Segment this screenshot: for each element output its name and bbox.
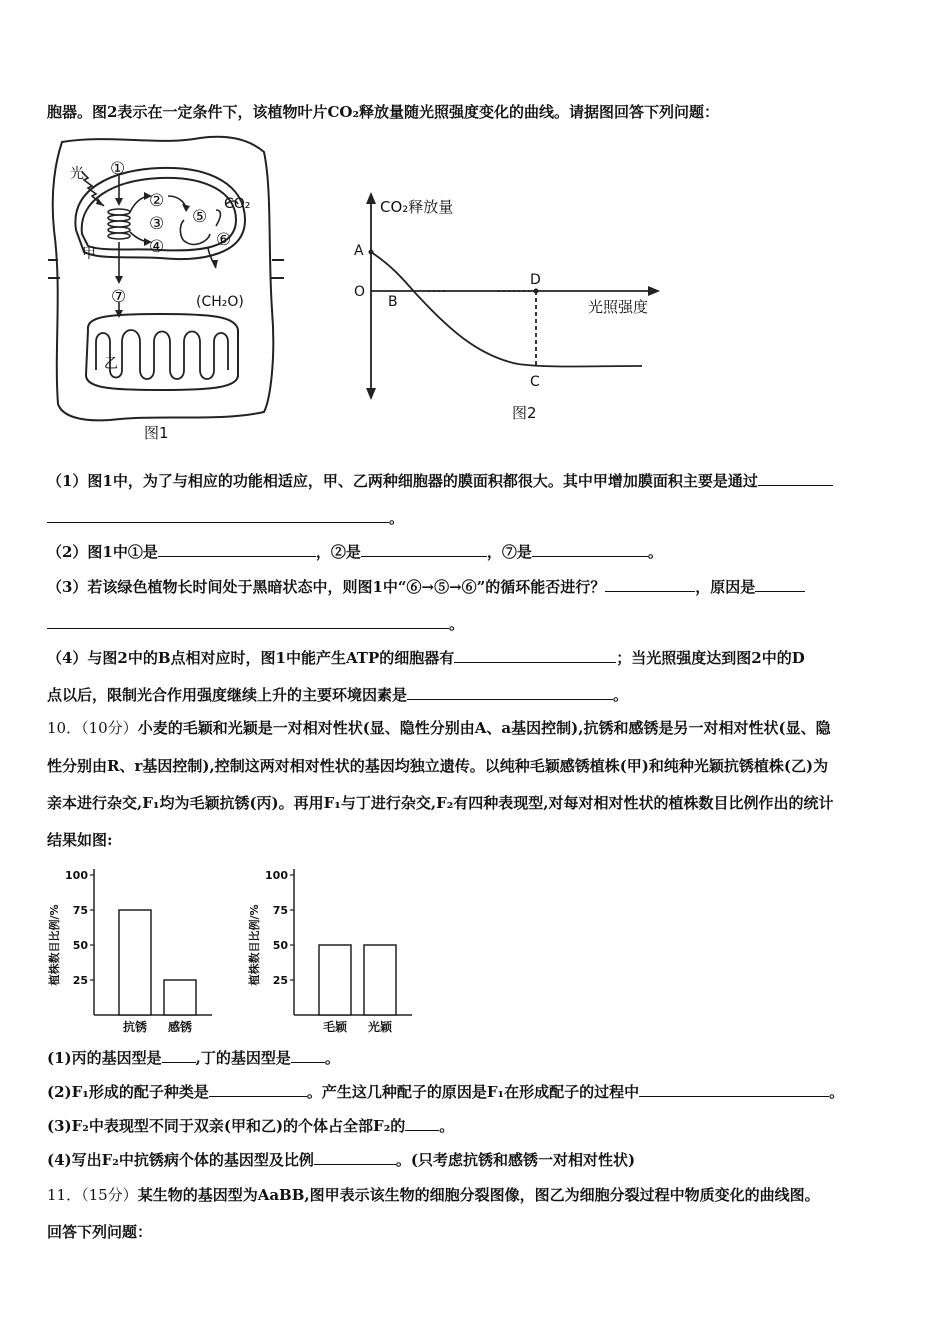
q9-part4-end: 。 <box>613 686 629 704</box>
q10-part4-text-a: (4)写出F₂中抗锈病个体的基因型及比例 <box>47 1151 314 1169</box>
chart2-tick-label: 25 <box>272 974 288 987</box>
q9-part3-end: 。 <box>449 615 465 633</box>
q10-line2: 性分别由R、r基因控制),控制这两对相对性状的基因均独立遗传。以纯种毛颖感锈植株(甲)和纯种光颖抗锈植株(乙)为 <box>47 757 829 775</box>
q9-part1-line1 <box>47 471 833 491</box>
q9-part2 <box>47 542 663 562</box>
chart2-bar-1 <box>319 945 351 1015</box>
chart1-category-label: 感锈 <box>167 1020 193 1034</box>
fig1-ch2o-label: (CH₂O) <box>196 294 244 310</box>
chart2-tick-label: 100 <box>265 869 288 882</box>
fig2-point-c: C <box>530 374 540 390</box>
chart1-tick-label: 25 <box>72 974 88 987</box>
chart2-bar-2 <box>364 945 396 1015</box>
q10-line1 <box>47 718 831 738</box>
chart1-bar-2 <box>164 980 196 1015</box>
q9-part2-blank-7[interactable] <box>532 542 648 557</box>
bar-chart-rust-resistance <box>44 860 224 1040</box>
q9-part4-line1 <box>47 648 805 668</box>
fig1-num-7: ⑦ <box>111 287 127 307</box>
q9-part4-text-a: （4）与图2中的B点相对应时，图1中能产生ATP的细胞器有 <box>47 649 455 667</box>
fig1-num-3: ③ <box>149 214 165 234</box>
chart1-tick-label: 75 <box>72 904 88 917</box>
q9-part2-end: 。 <box>647 543 663 561</box>
q10-part4-text-b: 。(只考虑抗锈和感锈一对相对性状) <box>395 1151 636 1169</box>
q9-part3-text-b: ，原因是 <box>695 578 756 596</box>
fig1-light-label: 光 <box>70 166 84 182</box>
fig1-num-6: ⑥ <box>216 230 232 250</box>
q10-part2 <box>47 1082 844 1102</box>
q10-part3-blank[interactable] <box>405 1116 439 1131</box>
grana-stack <box>108 209 130 239</box>
q10-part3-text: (3)F₂中表现型不同于双亲(甲和乙)的个体占全部F₂的 <box>47 1117 406 1135</box>
chart1-bar-1 <box>119 910 151 1015</box>
fig1-num-4: ④ <box>149 237 165 257</box>
mitochondrion-outline <box>86 314 238 390</box>
q10-part4 <box>47 1150 635 1170</box>
q10-number: 10．（10分） <box>47 719 138 737</box>
fig1-caption: 图1 <box>144 424 169 442</box>
q9-part1-line2 <box>47 508 404 528</box>
fig2-point-o: O <box>354 284 366 300</box>
q10-part3-end: 。 <box>439 1117 455 1135</box>
q9-part3-line2 <box>47 614 464 634</box>
q10-text-1: 小麦的毛颖和光颖是一对相对性状(显、隐性分别由A、a基因控制),抗锈和感锈是另一对相对性状(显、隐 <box>137 719 831 737</box>
fig1-yi-label: 乙 <box>104 356 118 372</box>
fig2-point-a: A <box>354 243 364 259</box>
q10-part4-blank[interactable] <box>314 1150 396 1165</box>
fig1-jia-label: 甲 <box>82 246 96 262</box>
chart1-tick-label: 50 <box>72 939 88 952</box>
fig2-xlabel: 光照强度 <box>588 298 649 316</box>
q10-part1-text-b: ,丁的基因型是 <box>195 1049 291 1067</box>
q9-part1-end: 。 <box>389 509 405 527</box>
fig2-point-d: D <box>530 272 541 288</box>
fig1-co2-label: CO₂ <box>224 196 251 212</box>
q10-part2-end: 。 <box>829 1083 845 1101</box>
q10-part1-blank-b[interactable] <box>291 1048 325 1063</box>
fig2-point-b: B <box>388 294 398 310</box>
q9-part3-line1 <box>47 577 805 597</box>
chart2-category-label: 毛颖 <box>322 1020 348 1034</box>
q10-part2-text-b: 。产生这几种配子的原因是F₁在形成配子的过程中 <box>306 1083 640 1101</box>
q10-part3 <box>47 1116 454 1136</box>
chart2-category-label: 光颖 <box>367 1020 393 1034</box>
q10-part2-blank-b[interactable] <box>639 1082 829 1097</box>
q9-part4-line2 <box>47 685 628 705</box>
q9-part2-blank-1[interactable] <box>158 542 316 557</box>
fig1-num-2: ② <box>149 191 165 211</box>
fig1-num-5: ⑤ <box>192 207 208 227</box>
chart1-category-label: 抗锈 <box>122 1020 148 1034</box>
q10-part1-text-a: (1)丙的基因型是 <box>47 1049 162 1067</box>
q9-part3-blank-c[interactable] <box>47 614 449 629</box>
fig1-num-1: ① <box>110 159 126 179</box>
chart1-ylabel: 植株数目比例/% <box>48 904 61 986</box>
q9-part1-text: （1）图1中，为了与相应的功能相适应，甲、乙两种细胞器的膜面积都很大。其中甲增加膜面积主要是通过 <box>47 472 758 490</box>
intro-line: 胞器。图2表示在一定条件下，该植物叶片CO₂释放量随光照强度变化的曲线。请据图回答下列问题： <box>47 103 720 121</box>
q10-part2-blank-a[interactable] <box>209 1082 307 1097</box>
q10-part2-text-a: (2)F₁形成的配子种类是 <box>47 1083 209 1101</box>
q9-part4-blank-b[interactable] <box>407 685 613 700</box>
q10-part1-blank-a[interactable] <box>162 1048 196 1063</box>
q10-line4: 结果如图: <box>47 831 113 849</box>
q9-part4-blank-a[interactable] <box>454 648 616 663</box>
q9-part2-text-a: （2）图1中①是 <box>47 543 158 561</box>
chart2-tick-label: 75 <box>272 904 288 917</box>
q10-line3: 亲本进行杂交,F₁均为毛颖抗锈(丙)。再用F₁与丁进行杂交,F₂有四种表现型,对每对相对性状的植株数目比例作出的统计 <box>47 794 834 812</box>
q10-part1 <box>47 1048 340 1068</box>
q9-part3-blank-a[interactable] <box>605 577 695 592</box>
q9-part2-text-b: ，②是 <box>315 543 361 561</box>
q11-text-1: 某生物的基因型为AaBB,图甲表示该生物的细胞分裂图像，图乙为细胞分裂过程中物质变化的曲线图。 <box>137 1186 820 1204</box>
bar-chart-glume-type <box>244 860 424 1040</box>
q11-line1 <box>47 1185 820 1205</box>
q10-part1-end: 。 <box>324 1049 340 1067</box>
q11-number: 11．（15分） <box>47 1186 138 1204</box>
q11-line2: 回答下列问题： <box>47 1223 153 1241</box>
q9-part2-blank-2[interactable] <box>361 542 487 557</box>
chart1-tick-label: 100 <box>65 869 88 882</box>
q9-part3-text: （3）若该绿色植物长时间处于黑暗状态中，则图1中“⑥→⑤→⑥”的循环能否进行？ <box>47 578 606 596</box>
q9-part1-blank-a[interactable] <box>758 471 833 486</box>
fig2-ylabel: CO₂释放量 <box>380 198 454 216</box>
chart2-ylabel: 植株数目比例/% <box>248 904 261 986</box>
q9-part4-text-b: ；当光照强度达到图2中的D <box>616 649 805 667</box>
chart2-tick-label: 50 <box>272 939 288 952</box>
figure-2-co2-curve <box>348 188 668 428</box>
q9-part1-blank-b[interactable] <box>47 508 389 523</box>
fig2-caption: 图2 <box>512 404 537 422</box>
figure-1-cell-diagram <box>40 130 300 450</box>
q9-part3-blank-b[interactable] <box>755 577 805 592</box>
q9-part2-text-c: ，⑦是 <box>486 543 532 561</box>
q9-part4-text-c: 点以后，限制光合作用强度继续上升的主要环境因素是 <box>47 686 408 704</box>
